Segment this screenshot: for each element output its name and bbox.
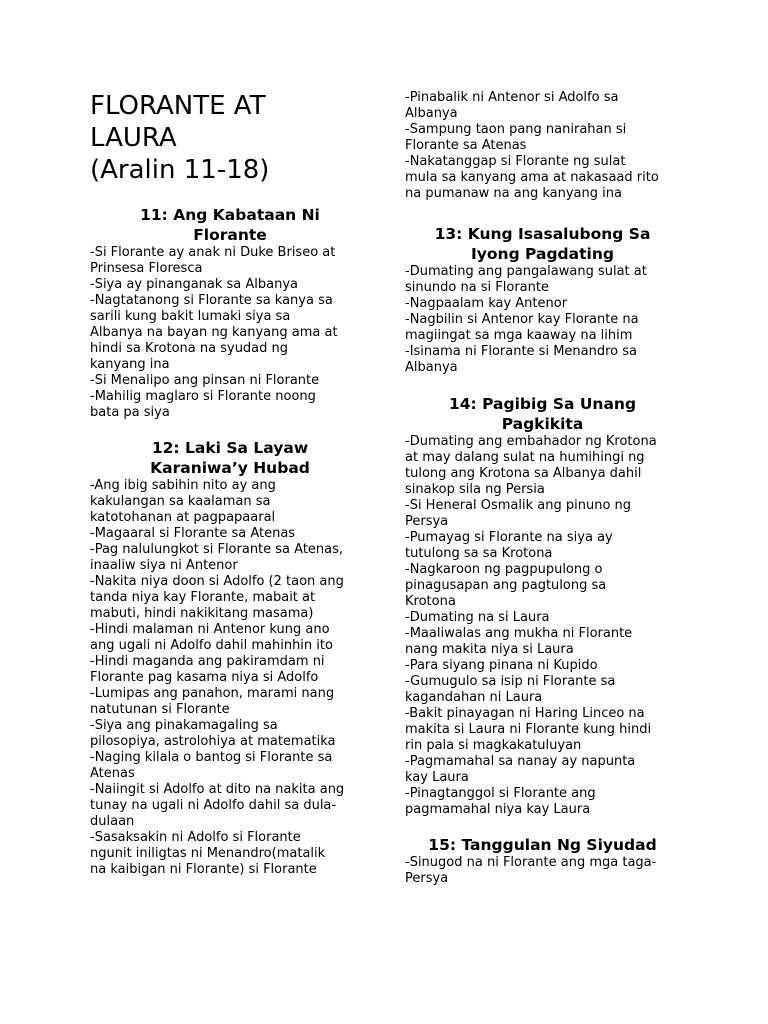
- document-title: [90, 90, 370, 186]
- text-line: -Sampung taon pang nanirahan si: [405, 122, 627, 137]
- section-heading: [405, 224, 680, 264]
- text-line: -Para siyang pinana ni Kupido: [405, 658, 598, 673]
- text-line: -Nagbilin si Antenor kay Florante na: [405, 312, 639, 327]
- text-line: -Mahilig maglaro si Florante noong: [90, 389, 316, 404]
- text-line: katotohanan at pagpapaaral: [90, 510, 276, 525]
- text-line: sinundo na si Florante: [405, 280, 549, 295]
- text-line: -Isinama ni Florante si Menandro sa: [405, 344, 637, 359]
- text-line: magiingat sa mga kaaway na lihim: [405, 328, 633, 343]
- text-line: -Nakita niya doon si Adolfo (2 taon ang: [90, 574, 344, 589]
- text-line: -Dumating na si Laura: [405, 610, 550, 625]
- text-line: -Pinabalik ni Antenor si Adolfo sa: [405, 90, 619, 105]
- text-line: natutunan si Florante: [90, 702, 230, 717]
- heading-line: 12: Laki Sa Layaw: [151, 439, 309, 457]
- heading-line: 11: Ang Kabataan Ni: [140, 206, 320, 224]
- section-heading: [90, 438, 370, 478]
- heading-line: Iyong Pagdating: [471, 245, 614, 263]
- text-line: -Lumipas ang panahon, marami nang: [90, 686, 335, 701]
- section-15: [405, 835, 680, 887]
- text-line: na kaibigan ni Florante) si Florante: [90, 862, 317, 877]
- text-line: -Pinagtanggol si Florante ang: [405, 786, 596, 801]
- text-line: -Pagmamahal sa nanay ay napunta: [405, 754, 636, 769]
- text-line: kagandahan ni Laura: [405, 690, 543, 705]
- text-line: -Naiingit si Adolfo at dito na nakita ang: [90, 782, 345, 797]
- text-line: Florante pag kasama niya si Adolfo: [90, 670, 319, 685]
- section-13: [405, 224, 680, 376]
- text-line: -Sasaksakin ni Adolfo si Florante: [90, 830, 301, 845]
- text-line: pilosopiya, astrolohiya at matematika: [90, 734, 336, 749]
- text-line: tulong ang Krotona sa Albanya dahil: [405, 466, 642, 481]
- text-line: -Dumating ang embahador ng Krotona: [405, 434, 657, 449]
- title-line: LAURA: [90, 123, 177, 153]
- text-line: tanda niya kay Florante, mabait at: [90, 590, 316, 605]
- text-line: -Magaaral si Florante sa Atenas: [90, 526, 296, 541]
- text-line: tutulong sa sa Krotona: [405, 546, 553, 561]
- section-11: [90, 205, 370, 421]
- text-line: -Dumating ang pangalawang sulat at: [405, 264, 647, 279]
- section-12: [90, 438, 370, 878]
- text-line: pinagusapan ang pagtulong sa: [405, 578, 607, 593]
- section-body: [405, 264, 680, 376]
- continued-text: [405, 90, 680, 202]
- text-line: -Nagpaalam kay Antenor: [405, 296, 568, 311]
- text-line: -Siya ay pinanganak sa Albanya: [90, 277, 299, 292]
- text-line: -Pumayag si Florante na siya ay: [405, 530, 613, 545]
- text-line: mula sa kanyang ama at nakasaad rito: [405, 170, 659, 185]
- text-line: pagmamahal niya kay Laura: [405, 802, 591, 817]
- heading-line: Florante: [193, 226, 267, 244]
- title-line: (Aralin 11-18): [90, 155, 270, 185]
- text-line: -Nagtatanong si Florante sa kanya sa: [90, 293, 333, 308]
- text-line: tunay na ugali ni Adolfo dahil sa dula-: [90, 798, 337, 813]
- text-line: -Nagkaroon ng pagpupulong o: [405, 562, 603, 577]
- section-14: [405, 394, 680, 818]
- text-line: sinakop sila ng Persia: [405, 482, 545, 497]
- text-line: Prinsesa Floresca: [90, 261, 203, 276]
- text-line: -Naging kilala o bantog si Florante sa: [90, 750, 333, 765]
- section-heading: [90, 205, 370, 245]
- text-line: ngunit iniligtas ni Menandro(matalik: [90, 846, 326, 861]
- text-line: na pumanaw na ang kanyang ina: [405, 186, 622, 201]
- text-line: kanyang ina: [90, 357, 170, 372]
- text-line: -Ang ibig sabihin nito ay ang: [90, 478, 276, 493]
- text-line: -Bakit pinayagan ni Haring Linceo na: [405, 706, 645, 721]
- text-line: Florante sa Atenas: [405, 138, 527, 153]
- text-line: kay Laura: [405, 770, 469, 785]
- section-body: [90, 478, 370, 878]
- text-line: -Gumugulo sa isip ni Florante sa: [405, 674, 616, 689]
- text-line: -Siya ang pinakamagaling sa: [90, 718, 278, 733]
- section-body: [90, 245, 370, 421]
- text-line: -Si Heneral Osmalik ang pinuno ng: [405, 498, 632, 513]
- heading-line: 13: Kung Isasalubong Sa: [434, 225, 651, 243]
- heading-line: 15: Tanggulan Ng Siyudad: [428, 836, 657, 854]
- text-line: -Hindi malaman ni Antenor kung ano: [90, 622, 330, 637]
- text-line: rin pala si magkakatuluyan: [405, 738, 582, 753]
- section-heading: [405, 835, 680, 855]
- text-line: sarili kung bakit lumaki siya sa: [90, 309, 291, 324]
- text-line: mabuti, hindi nakikitang masama): [90, 606, 314, 621]
- text-line: Persya: [405, 514, 449, 529]
- text-line: -Maaliwalas ang mukha ni Florante: [405, 626, 633, 641]
- text-line: Atenas: [90, 766, 135, 781]
- text-line: Persya: [405, 871, 449, 886]
- text-line: hindi sa Krotona na syudad ng: [90, 341, 289, 356]
- text-line: kakulangan sa kaalaman sa: [90, 494, 271, 509]
- heading-line: 14: Pagibig Sa Unang: [448, 395, 637, 413]
- text-line: bata pa siya: [90, 405, 170, 420]
- text-line: -Pag nalulungkot si Florante sa Atenas,: [90, 542, 344, 557]
- text-line: Albanya na bayan ng kanyang ama at: [90, 325, 338, 340]
- heading-line: Karaniwa’y Hubad: [150, 459, 310, 477]
- text-line: -Si Florante ay anak ni Duke Briseo at: [90, 245, 336, 260]
- text-line: inaaliw siya ni Antenor: [90, 558, 238, 573]
- text-line: -Si Menalipo ang pinsan ni Florante: [90, 373, 320, 388]
- section-body: [405, 434, 680, 818]
- heading-line: Pagkikita: [501, 415, 584, 433]
- text-line: -Nakatanggap si Florante ng sulat: [405, 154, 626, 169]
- text-line: dulaan: [90, 814, 135, 829]
- section-heading: [405, 394, 680, 434]
- text-line: Krotona: [405, 594, 456, 609]
- text-line: -Sinugod na ni Florante ang mga taga-: [405, 855, 657, 870]
- text-line: Albanya: [405, 106, 458, 121]
- text-line: ang ugali ni Adolfo dahil mahinhin ito: [90, 638, 333, 653]
- text-line: -Hindi maganda ang pakiramdam ni: [90, 654, 325, 669]
- text-line: nang makita niya si Laura: [405, 642, 574, 657]
- section-body: [405, 855, 680, 887]
- text-line: Albanya: [405, 360, 458, 375]
- text-line: makita si Laura ni Florante kung hindi: [405, 722, 652, 737]
- title-line: FLORANTE AT: [90, 91, 266, 121]
- text-line: at may dalang sulat na humihingi ng: [405, 450, 645, 465]
